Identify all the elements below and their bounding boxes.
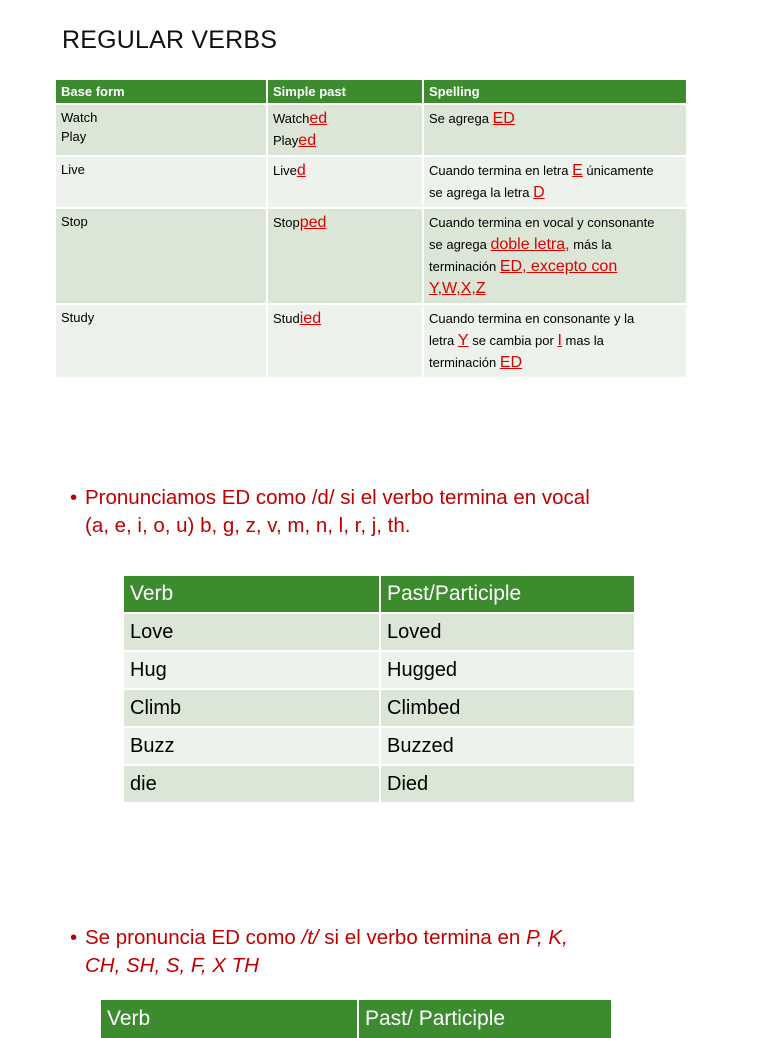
table-row [56, 156, 687, 208]
spelling-text: mas la [561, 333, 604, 348]
base-form-cell [56, 156, 267, 208]
past-stem: Watch [273, 111, 310, 126]
header-past-participle: Past/Participle [380, 576, 635, 613]
spelling-highlight: Y,W,X,Z [429, 280, 486, 297]
spelling-highlight: ED [499, 354, 523, 371]
spelling-cell [423, 104, 687, 156]
rule-text-italic: /t/ [301, 926, 319, 949]
past-stem: Stud [273, 311, 300, 326]
table-row [124, 651, 635, 689]
rule-text: (a, e, i, o, u) b, g, z, v, m, n, l, r, j, th. [85, 514, 411, 537]
past-stem: Stop [273, 215, 300, 230]
past-suffix: ed [309, 110, 328, 127]
spelling-highlight: E [572, 162, 583, 179]
base-form: Study [61, 310, 95, 325]
past-suffix: ed [298, 132, 317, 149]
header-spelling: Spelling [423, 80, 687, 104]
pronunciation-d-rule [70, 484, 590, 540]
table-row [124, 727, 635, 765]
base-form: Live [61, 162, 85, 177]
base-form-cell [56, 104, 267, 156]
spelling-cell [423, 208, 687, 304]
spelling-text: se cambia por [468, 333, 558, 348]
rule-text-italic: P, K, [525, 926, 568, 949]
verb-cell: die [124, 765, 380, 802]
table-row [124, 689, 635, 727]
header-verb: Verb [101, 1000, 358, 1038]
spelling-text: Cuando termina en consonante y la [429, 311, 635, 326]
base-form: Stop [61, 214, 88, 229]
spelling-text: letra [429, 333, 458, 348]
pronunciation-t-rule [70, 924, 568, 980]
verb-cell: Hug [124, 651, 380, 689]
spelling-cell [423, 156, 687, 208]
past-stem: Live [273, 163, 297, 178]
rule-text-italic: CH, SH, S, F, X TH [85, 954, 259, 977]
rule-text: Se pronuncia ED como [85, 926, 302, 949]
verb-cell: Climb [124, 689, 380, 727]
spelling-highlight: I [557, 332, 562, 349]
simple-past-cell [267, 304, 423, 377]
spelling-text: Cuando termina en letra [429, 163, 573, 178]
spelling-highlight: D [533, 184, 545, 201]
spelling-highlight: doble letra, [490, 236, 570, 253]
spelling-text: se agrega [429, 237, 491, 252]
base-form-cell [56, 304, 267, 377]
past-cell: Buzzed [380, 727, 635, 765]
header-simple-past: Simple past [267, 80, 423, 104]
header-verb: Verb [124, 576, 380, 613]
spelling-text: más la [569, 237, 612, 252]
past-cell: Climbed [380, 689, 635, 727]
t-examples-table [101, 1000, 613, 1038]
rule-text: Pronunciamos ED como /d/ si el verbo termina en vocal [85, 486, 590, 509]
spelling-text: Se agrega [429, 111, 493, 126]
past-suffix: d [296, 162, 306, 179]
past-suffix: ped [299, 214, 327, 231]
simple-past-cell [267, 104, 423, 156]
base-form-cell [56, 208, 267, 304]
bullet-dot: • [70, 926, 78, 949]
past-stem: Play [273, 133, 299, 148]
spelling-text: Cuando termina en vocal y consonante [429, 215, 655, 230]
spelling-text: terminación [429, 259, 500, 274]
header-base-form: Base form [56, 80, 267, 104]
spelling-text: se agrega la letra [429, 185, 534, 200]
spelling-highlight: Y [457, 332, 469, 349]
table-row [56, 304, 687, 377]
regular-verbs-table [56, 80, 688, 377]
rule-text: si el verbo termina en [318, 926, 526, 949]
d-examples-table [124, 576, 636, 802]
spelling-cell [423, 304, 687, 377]
past-cell: Hugged [380, 651, 635, 689]
bullet-dot: • [70, 486, 78, 509]
simple-past-cell [267, 208, 423, 304]
spelling-text: únicamente [582, 163, 654, 178]
past-cell: Died [380, 765, 635, 802]
spelling-text: terminación [429, 355, 500, 370]
table-row [56, 208, 687, 304]
table-row [124, 613, 635, 651]
base-form: Watch [61, 110, 98, 125]
page-title: REGULAR VERBS [62, 26, 278, 54]
table-row [56, 104, 687, 156]
past-cell: Loved [380, 613, 635, 651]
table-row [124, 765, 635, 802]
header-past-participle: Past/ Participle [358, 1000, 612, 1038]
verb-cell: Buzz [124, 727, 380, 765]
base-form: Play [61, 129, 87, 144]
verb-cell: Love [124, 613, 380, 651]
simple-past-cell [267, 156, 423, 208]
past-suffix: ied [299, 310, 322, 327]
spelling-highlight: ED, excepto con [499, 258, 618, 275]
spelling-highlight: ED [492, 110, 515, 127]
